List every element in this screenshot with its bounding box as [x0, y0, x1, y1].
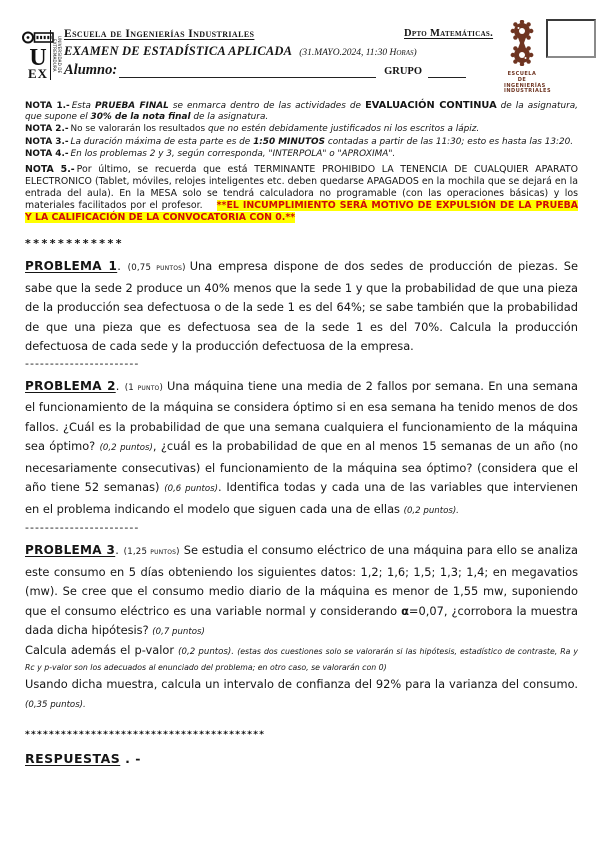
- note-4-text: En los problemas 2 y 3, según corresponda, "INTERPOLA" o "APROXIMA".: [70, 148, 396, 159]
- note-3: [25, 137, 578, 148]
- answers-label: RESPUESTAS: [25, 750, 121, 766]
- problem-1-sep: .: [117, 259, 127, 274]
- note-2-label: NOTA 2.-: [25, 124, 69, 135]
- problem-1-text: Una empresa dispone de dos sedes de producción de piezas. Se sabe que la sede 2 produce un 40% menos que la sede 1 y que la probabilidad de que una pieza de la producción sea defectuosa o de la sede 1 es del 64%; se sabe también que la probabilidad de que una pieza que es defectuosa sea de la sede 1 es del 70%. Calcula la producción defectuosa de cada sede y la producción defectuosa de la empresa.: [25, 259, 578, 354]
- problem-2-text: Una máquina tiene una media de 2 fallos por semana. En una semana el funcionamiento de la máquina se considera óptimo si en esa semana ha tenido menos de dos fallos. ¿Cuál es la probabilidad de que una semana cualquiera el funcionamiento de la máquina sea óptimo? (0,2 puntos), ¿cuál es la probabilidad de que en al menos 15 semanas de un año (no necesariamente consecutivas) el funcionamiento de la máquina sea óptimo? (considera que el año tiene 52 semanas) (0,6 puntos). Identifica todas y cada una de las variables que intervienen en el problema indicando el modelo que siguen cada una de ellas (0,2 puntos).: [25, 378, 579, 516]
- problem-1-points: (0,75 puntos): [127, 263, 186, 274]
- note-5-text: Por último, se recuerda que está TERMINANTE PROHIBIDO LA TENENCIA DE CUALQUIER APARATO ELECTRONICO (Tablet, móviles, relojes inteligentes etc. deben quedarse APAGADOS en la mochila que se dejará en la entrada del aula). En la MESA solo se tendrá calculadora no programable (con las operaciones básicas) y los materiales facilitados por el profesor. **EL INCUMPLIMIENTO SERÁ MOTIVO DE EXPULSIÓN DE LA PRUEBA Y LA CALIFICACIÓN DE LA CONVOCATORIA CON 0.**: [25, 164, 579, 224]
- uex-logo: [20, 29, 62, 87]
- note-3-label: NOTA 3.-: [25, 136, 69, 147]
- problem-3-points: (1,25 puntos): [123, 547, 180, 558]
- group-blank-line: [428, 62, 466, 78]
- emblem-caption: [504, 71, 552, 95]
- note-3-text: La duración máxima de esta parte es de 1:50 MINUTOS contadas a partir de las 11:30; esto es hasta las 13:20.: [70, 136, 574, 147]
- note-4: [25, 149, 578, 160]
- problem-3-pvalue-paragraph: [25, 643, 578, 675]
- gears-emblem-icon: [505, 20, 539, 66]
- uex-logo-vertical-text: UNIVERSIDAD DE EXTREMADURA: [50, 30, 62, 80]
- problem-3-interval-paragraph: [25, 675, 578, 716]
- student-name-blank-line: [119, 62, 376, 78]
- problem-1: [25, 257, 578, 357]
- problem-1-title: PROBLEMA 1: [25, 259, 118, 274]
- answers-suffix: . -: [120, 750, 141, 766]
- note-1: [25, 100, 578, 123]
- emblem-caption-line: INDUSTRIALES: [504, 88, 552, 95]
- note-2-text: No se valorarán los resultados que no estén debidamente justificados ni los escritos a lápiz.: [70, 124, 480, 135]
- emblem-caption-line: INGENIERÍAS: [504, 82, 546, 89]
- school-emblem: [504, 20, 552, 95]
- department-name: Dpto Matemáticas.: [404, 28, 494, 39]
- uex-logo-ex: EX: [27, 66, 49, 81]
- note-5-label: NOTA 5.-: [25, 164, 75, 176]
- problem-2-title: PROBLEMA 2: [25, 378, 116, 393]
- note-2: [25, 124, 578, 135]
- student-row: [64, 62, 466, 78]
- problem-3: [25, 541, 578, 643]
- group-label: GRUPO: [384, 66, 422, 77]
- problem-3-pvalue-text: Calcula además el p-valor (0,2 puntos). (estas dos cuestiones solo se valorarán si las hipótesis, estadístico de contraste, Ra y Rc y p-valor son los adecuados al enunciado del problema; en otro caso, se valorarán con 0): [25, 642, 578, 672]
- problem-3-sep: .: [115, 543, 123, 558]
- school-name: Escuela de Ingenierías Industriales: [64, 28, 255, 40]
- exam-datetime: (31.MAYO.2024, 11:30 Horas): [299, 48, 417, 58]
- answers-heading: [25, 751, 578, 766]
- exam-title: EXAMEN DE ESTADÍSTICA APLICADA: [64, 44, 293, 58]
- exam-title-line: [64, 42, 417, 60]
- separator-stars-long: ****************************************: [25, 729, 266, 740]
- note-1-label: NOTA 1.-: [25, 101, 70, 111]
- grade-box: [546, 19, 596, 58]
- note-1-text: Esta PRUEBA FINAL se enmarca dentro de las actividades de EVALUACIÓN CONTINUA de la asignatura, que supone el 30% de la nota final de la asignatura.: [25, 100, 578, 123]
- problem-3-interval-text: Usando dicha muestra, calcula un intervalo de confianza del 92% para la varianza del consumo. (0,35 puntos).: [25, 676, 578, 711]
- exam-body: [25, 100, 578, 766]
- separator-dashes: -----------------------: [25, 356, 140, 370]
- problem-2-points: (1 punto): [124, 382, 164, 393]
- separator-dashes: -----------------------: [25, 521, 140, 535]
- problem-2-sep: .: [115, 378, 124, 393]
- separator-stars-short: ************: [25, 237, 125, 251]
- problem-2: [25, 377, 578, 522]
- problem-3-text: Se estudia el consumo eléctrico de una máquina para ello se analiza este consumo en 5 días obteniendo los siguientes datos: 1,2; 1,6; 1,5; 1,3; 1,4; en megavatios (mw). Se cree que el consumo medio diario de la máquina es menor de 1,55 mw, suponiendo que el consumo eléctrico es una variable normal y considerando α=0,07, ¿corrobora la muestra dada dicha hipótesis? (0,7 puntos): [25, 543, 578, 638]
- note-5: [25, 164, 578, 224]
- note-4-label: NOTA 4.-: [25, 148, 69, 159]
- emblem-caption-line: ESCUELA DE: [507, 71, 537, 83]
- uex-logo-u: U: [29, 45, 47, 71]
- student-label: Alumno:: [64, 62, 118, 78]
- problem-3-title: PROBLEMA 3: [25, 543, 116, 558]
